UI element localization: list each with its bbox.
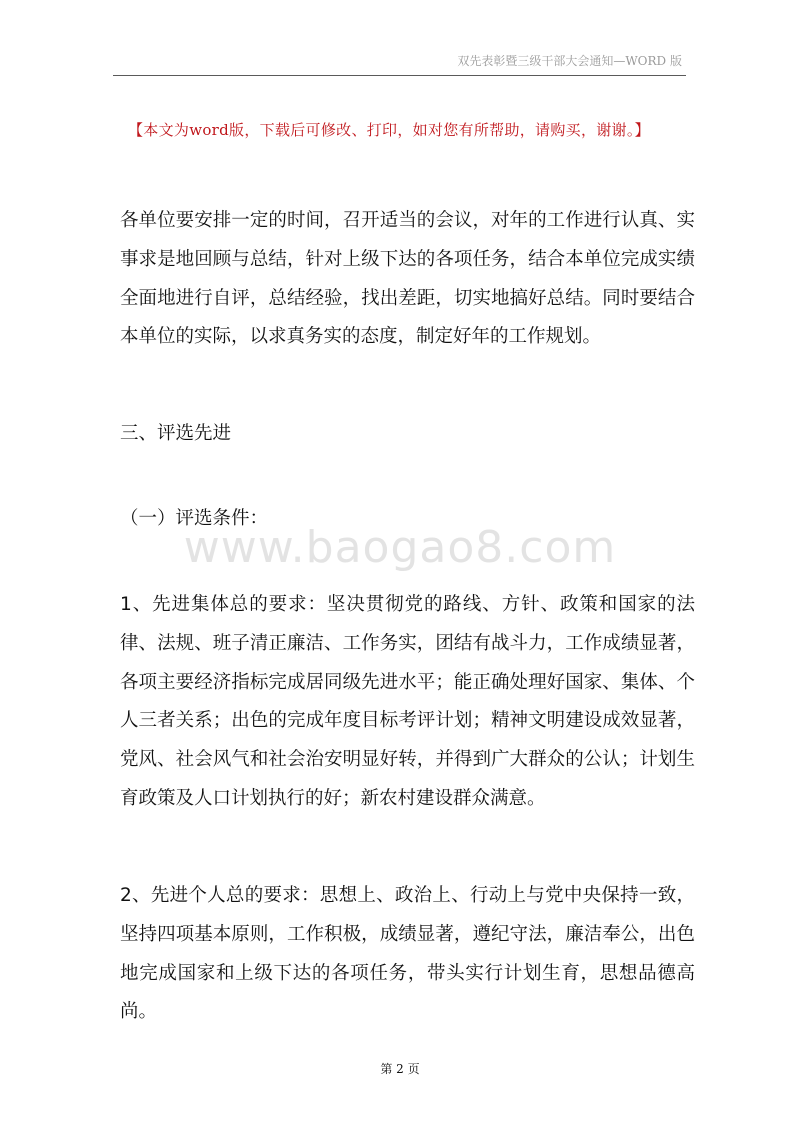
criteria-item-text: 、先进个人总的要求：思想上、政治上、行动上与党中央保持一致，坚持四项基本原则，工作积极，成绩显著，遵纪守法，廉洁奉公，出色地完成国家和上级下达的各项任务，带头实行计划生育，思想品德高尚。 [120,885,695,1023]
criteria-item-text: 、先进集体总的要求：坚决贯彻党的路线、方针、政策和国家的法律、法规、班子清正廉洁、工作务实，团结有战斗力，工作成绩显著，各项主要经济指标完成居同级先进水平；能正确处理好国家、集体、个人三者关系；出色的完成年度目标考评计划；精神文明建设成效显著，党风、社会风气和社会治安明显好转，并得到广大群众的公认；计划生育政策及人口计划执行的好；新农村建设群众满意。 [120,594,695,809]
criteria-item-individual [120,877,695,1032]
subsection-heading-criteria: （一）评选条件： [120,508,269,529]
page-number: 第 2 页 [380,1062,420,1076]
document-header-title: 双先表彰暨三级干部大会通知—WORD 版 [457,54,682,68]
watermark-text: www.baogao8.com [183,522,617,573]
body-paragraph-summary: 各单位要安排一定的时间，召开适当的会议，对年的工作进行认真、实事求是地回顾与总结，针对上级下达的各项任务，结合本单位完成实绩全面地进行自评，总结经验，找出差距，切实地搞好总结。同时要结合本单位的实际，以求真务实的态度，制定好年的工作规划。 [120,210,695,348]
header-divider [113,75,686,76]
criteria-item-number: 2 [120,885,132,906]
criteria-item-number: 1 [120,594,132,615]
purchase-notice: 【本文为word版，下载后可修改、打印，如对您有所帮助，请购买，谢谢。】 [128,121,650,139]
section-heading-select-advanced: 三、评选先进 [120,423,232,444]
criteria-item-collective [120,586,695,819]
